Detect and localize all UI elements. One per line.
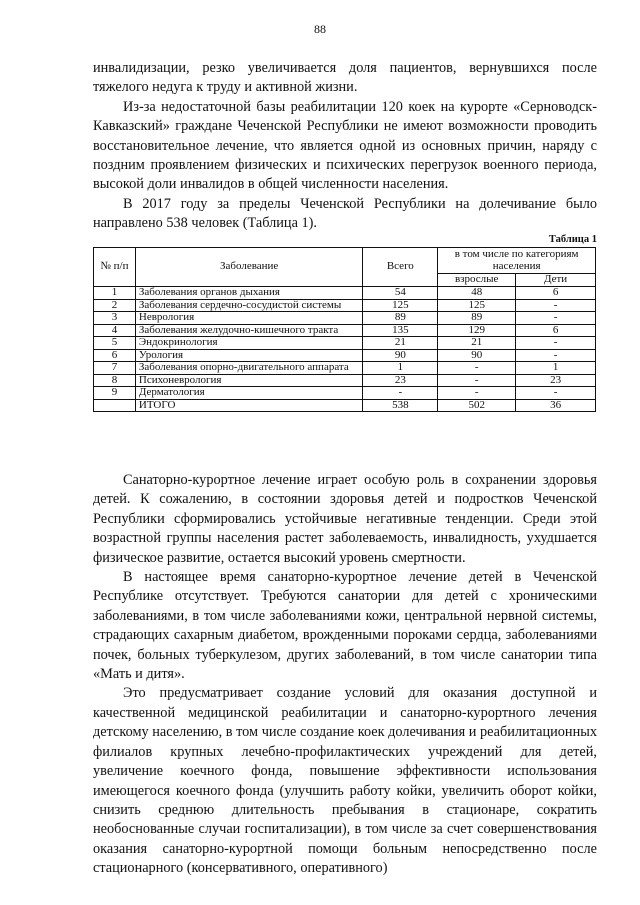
table-row bbox=[94, 299, 596, 312]
cell-num: 2 bbox=[94, 299, 136, 312]
cell-total-label: ИТОГО bbox=[135, 399, 363, 412]
table-row bbox=[94, 324, 596, 337]
cell-total: 538 bbox=[363, 399, 438, 412]
cell-num: 7 bbox=[94, 362, 136, 375]
table-row bbox=[94, 337, 596, 350]
cell-children: - bbox=[516, 337, 596, 350]
cell-children: - bbox=[516, 387, 596, 400]
cell-total: - bbox=[363, 387, 438, 400]
table-row bbox=[94, 287, 596, 300]
text-block-top bbox=[93, 59, 597, 234]
header-disease: Заболевание bbox=[135, 248, 363, 287]
table-total-row bbox=[94, 399, 596, 412]
paragraph: В настоящее время санаторно-курортное лечение детей в Чеченской Республике отсутствует. Требуются санатории для детей с хроническими заболеваниями, в том числе заболеваниями кожи, центральной нервной системы, страдающих сахарным диабетом, врожденными пороками сердца, заболеваниями почек, больных туберкулезом, других заболеваний, в том числе санатории типа «Мать и дитя». bbox=[93, 569, 597, 683]
cell-disease: Психоневрология bbox=[135, 374, 363, 387]
cell-disease: Заболевания органов дыхания bbox=[135, 287, 363, 300]
cell-disease: Заболевания желудочно-кишечного тракта bbox=[135, 324, 363, 337]
table-row bbox=[94, 362, 596, 375]
cell-total: 21 bbox=[363, 337, 438, 350]
header-num: № п/п bbox=[94, 248, 136, 287]
cell-children: - bbox=[516, 312, 596, 325]
cell-adults: 48 bbox=[438, 287, 516, 300]
cell-total: 54 bbox=[363, 287, 438, 300]
cell-num: 8 bbox=[94, 374, 136, 387]
cell-adults: 125 bbox=[438, 299, 516, 312]
cell-adults: - bbox=[438, 362, 516, 375]
cell-children: - bbox=[516, 299, 596, 312]
cell-disease: Неврология bbox=[135, 312, 363, 325]
table-row bbox=[94, 349, 596, 362]
cell-adults: 90 bbox=[438, 349, 516, 362]
table-body bbox=[94, 287, 596, 412]
cell-total: 135 bbox=[363, 324, 438, 337]
cell-disease: Урология bbox=[135, 349, 363, 362]
cell-total: 89 bbox=[363, 312, 438, 325]
cell-adults: 21 bbox=[438, 337, 516, 350]
cell-disease: Заболевания сердечно-сосудистой системы bbox=[135, 299, 363, 312]
cell-num: 5 bbox=[94, 337, 136, 350]
cell-children: 1 bbox=[516, 362, 596, 375]
cell-disease: Заболевания опорно-двигательного аппарата bbox=[135, 362, 363, 375]
cell-total: 23 bbox=[363, 374, 438, 387]
cell-children: 6 bbox=[516, 324, 596, 337]
cell-children: 6 bbox=[516, 287, 596, 300]
cell-total: 1 bbox=[363, 362, 438, 375]
header-group: в том числе по категориям населения bbox=[438, 248, 596, 274]
cell-num: 4 bbox=[94, 324, 136, 337]
cell-adults: 129 bbox=[438, 324, 516, 337]
cell-num: 6 bbox=[94, 349, 136, 362]
cell-children: 36 bbox=[516, 399, 596, 412]
cell-num bbox=[94, 399, 136, 412]
page-number: 88 bbox=[314, 22, 326, 36]
cell-disease: Дерматология bbox=[135, 387, 363, 400]
cell-adults: 89 bbox=[438, 312, 516, 325]
paragraph: Это предусматривает создание условий для оказания доступной и качественной медицинской реабилитации и санаторно-курортного лечения детскому населению, в том числе создание коек долечивания и реабилитационных филиалов крупных лечебно-профилактических учреждений для детей, увеличение коечного фонда, повышение эффективности использования имеющегося коечного фонда (улучшить работу койки, увеличить оборот койки, снизить среднюю длительность пребывания в стационаре, сократить необоснованные случаи госпитализации), в том числе за счет совершенствования оказания санаторно-курортной помощи больным непосредственно после стационарного (консервативного, оперативного) bbox=[93, 685, 597, 877]
disease-table bbox=[93, 247, 596, 412]
header-adults: взрослые bbox=[438, 274, 516, 287]
paragraph: инвалидизации, резко увеличивается доля пациентов, вернувшихся после тяжелого недуга к труду и активной жизни. bbox=[93, 60, 597, 96]
cell-children: - bbox=[516, 349, 596, 362]
cell-adults: - bbox=[438, 387, 516, 400]
cell-total: 125 bbox=[363, 299, 438, 312]
cell-total: 90 bbox=[363, 349, 438, 362]
header-total: Всего bbox=[363, 248, 438, 287]
header-children: Дети bbox=[516, 274, 596, 287]
paragraph: Из-за недостаточной базы реабилитации 120 коек на курорте «Серноводск-Кавказский» граждане Чеченской Республики не имеют возможности проводить восстановительное лечение, что является одной из основных причин, наряду с поздним проявлением физических и психических перегрузок военного периода, высокой доли инвалидов в общей численности населения. bbox=[93, 98, 597, 193]
cell-num: 3 bbox=[94, 312, 136, 325]
table-caption: Таблица 1 bbox=[548, 234, 597, 245]
paragraph: В 2017 году за пределы Чеченской Республики на долечивание было направлено 538 человек (Таблица 1). bbox=[93, 195, 597, 232]
table-row bbox=[94, 374, 596, 387]
table-row bbox=[94, 312, 596, 325]
cell-num: 9 bbox=[94, 387, 136, 400]
cell-adults: 502 bbox=[438, 399, 516, 412]
text-block-bottom bbox=[93, 471, 597, 879]
cell-children: 23 bbox=[516, 374, 596, 387]
cell-num: 1 bbox=[94, 287, 136, 300]
table-row bbox=[94, 387, 596, 400]
paragraph: Санаторно-курортное лечение играет особую роль в сохранении здоровья детей. К сожалению, в состоянии здоровья детей и подростков Чеченской Республики сформировались устойчивые негативные тенденции. Среди этой возрастной группы населения растет заболеваемость, инвалидность, ухудшается физическое развитие, остается высокий уровень смертности. bbox=[93, 472, 597, 566]
cell-disease: Эндокринология bbox=[135, 337, 363, 350]
cell-adults: - bbox=[438, 374, 516, 387]
